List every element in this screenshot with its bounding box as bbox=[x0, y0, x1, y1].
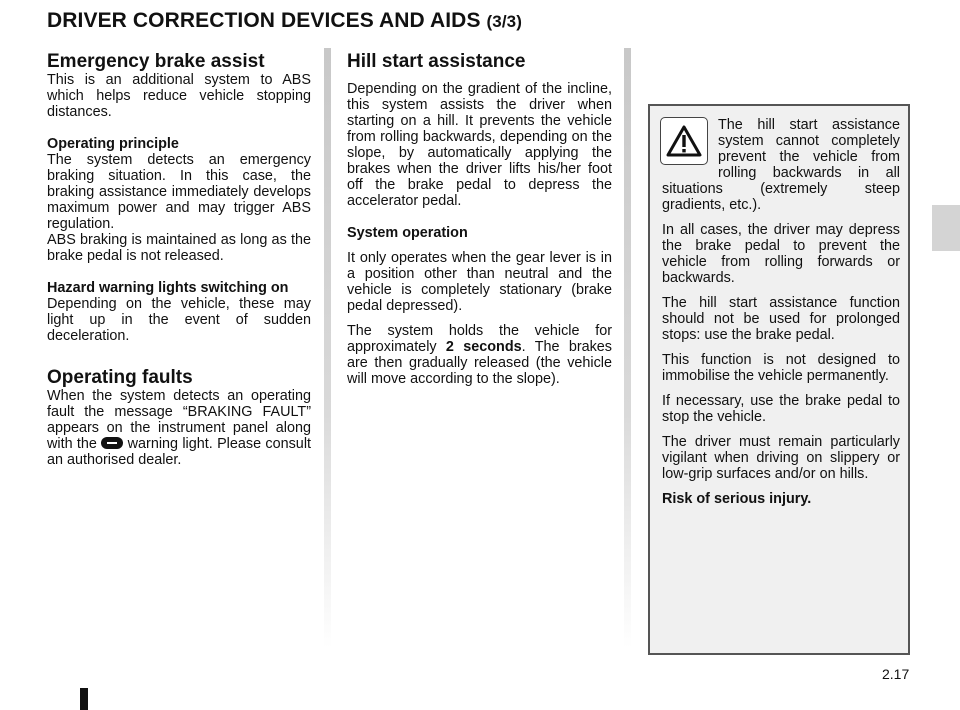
warning-text-7: Risk of serious injury. bbox=[662, 491, 812, 507]
hazard-text: Depending on the vehicle, these may light up in the event of sudden deceleration. bbox=[47, 296, 311, 344]
ebs-intro: This is an additional system to ABS which helps reduce vehicle stopping distances. bbox=[47, 72, 311, 120]
faults-heading: Operating faults bbox=[47, 367, 193, 388]
middle-column bbox=[347, 52, 612, 387]
page-title bbox=[47, 9, 522, 33]
section-tab-marker bbox=[932, 205, 960, 251]
warning-text-5: If necessary, use the brake pedal to stop the vehicle. bbox=[662, 393, 900, 425]
hold-text-b: . The brakes are then gradually released (the vehicle will move according to the slope). bbox=[347, 339, 613, 387]
hold-text bbox=[347, 323, 612, 387]
principle-text-1: The system detects an emergency braking situation. In this case, the braking assistance immediately develops maximum power and may trigger ABS regulation. bbox=[47, 152, 311, 232]
hold-text-a: The system holds the vehicle for approximately bbox=[347, 323, 612, 355]
hold-duration: 2 seconds bbox=[445, 339, 522, 355]
page-title-text: DRIVER CORRECTION DEVICES AND AIDS bbox=[47, 9, 481, 32]
ebs-heading: Emergency brake assist bbox=[47, 51, 265, 72]
column-divider-right bbox=[624, 48, 631, 648]
principle-heading: Operating principle bbox=[47, 136, 179, 152]
warning-text-4: This function is not designed to immobilise the vehicle permanently. bbox=[662, 352, 900, 384]
page-title-suffix: (3/3) bbox=[486, 12, 522, 31]
warning-box bbox=[648, 104, 910, 655]
warning-text-2: In all cases, the driver may depress the brake pedal to prevent the vehicle from rolling forwards or backwards. bbox=[662, 222, 900, 286]
principle-text-2: ABS braking is maintained as long as the brake pedal is not released. bbox=[47, 232, 311, 264]
hsa-intro: Depending on the gradient of the incline, this system assists the driver when starting on a hill. It prevents the vehicle from rolling backwards, depending on the slope, by automatically applying the brakes when the driver lifts his/her foot off the brake pedal to depress the accelerator pedal. bbox=[347, 81, 612, 209]
faults-text-b: warning light. Please consult an authorised dealer. bbox=[47, 436, 312, 468]
hsa-heading: Hill start assistance bbox=[347, 51, 526, 72]
faults-text-a: When the system detects an operating fault the message “BRAKING FAULT” appears on the instrument panel along with the bbox=[47, 388, 311, 452]
warning-text-6: The driver must remain particularly vigilant when driving on slippery or low-grip surfaces and/or on hills. bbox=[662, 434, 900, 482]
service-warning-icon bbox=[101, 437, 123, 449]
warning-triangle-icon bbox=[660, 117, 708, 165]
column-divider-left bbox=[324, 48, 331, 648]
left-column bbox=[47, 52, 311, 468]
operation-heading: System operation bbox=[347, 225, 468, 241]
warning-text-3: The hill start assistance function should not be used for prolonged stops: use the brake pedal. bbox=[662, 295, 900, 343]
faults-text bbox=[47, 388, 311, 468]
operation-text: It only operates when the gear lever is in a position other than neutral and the vehicle is completely stationary (brake pedal depressed). bbox=[347, 250, 612, 314]
hazard-heading: Hazard warning lights switching on bbox=[47, 280, 289, 296]
warning-box-content bbox=[662, 117, 900, 516]
page-number: 2.17 bbox=[882, 666, 910, 682]
warning-text-1: The hill start assistance system cannot completely prevent the vehicle from rolling backwards in all situations (extremely steep gradients, etc.). bbox=[662, 117, 900, 213]
corner-mark bbox=[80, 688, 88, 710]
